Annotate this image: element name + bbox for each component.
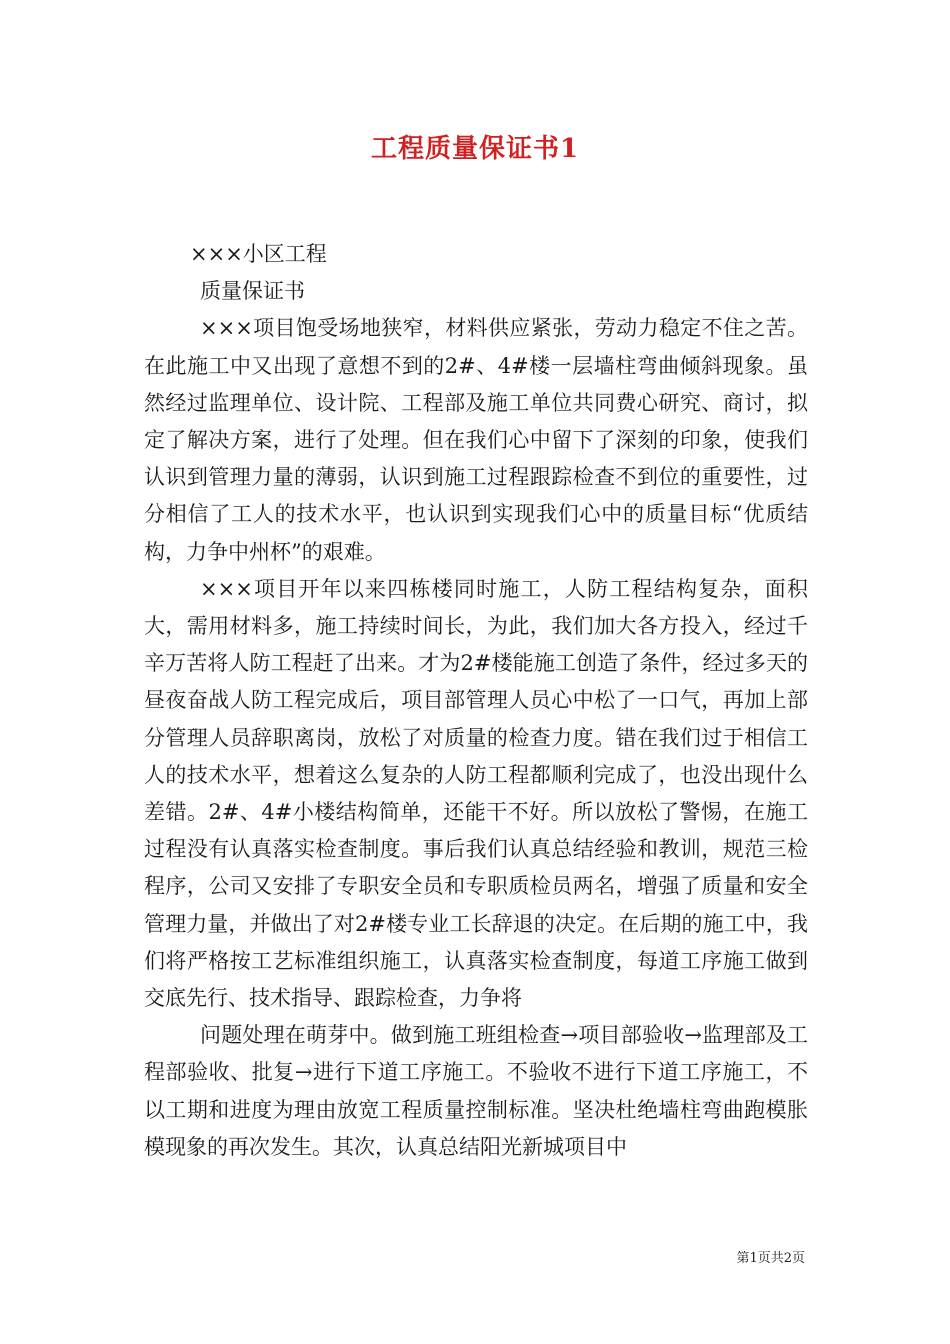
paragraph-3: 问题处理在萌芽中。做到施工班组检查→项目部验收→监理部及工程部验收、批复→进行下道工序施工。不验收不进行下道工序施工，不以工期和进度为理由放宽工程质量控制标准。坚决杜绝墙柱弯曲跑模胀模现象的再次发生。其次，认真总结阳光新城项目中 bbox=[144, 1023, 808, 1159]
document-title: 工程质量保证书1 bbox=[370, 134, 580, 164]
document-body bbox=[144, 236, 808, 1166]
page-number: 第1页共2页 bbox=[736, 1251, 805, 1266]
heading-line-project: ×××小区工程 bbox=[190, 242, 327, 266]
heading-line-certificate: 质量保证书 bbox=[200, 279, 305, 304]
paragraph-2: ×××项目开年以来四栋楼同时施工，人防工程结构复杂，面积大，需用材料多，施工持续时间长，为此，我们加大各方投入，经过千辛万苦将人防工程赶了出来。才为2#楼能施工创造了条件，经过多天的昼夜奋战人防工程完成后，项目部管理人员心中松了一口气，再加上部分管理人员辞职离岗，放松了对质量的检查力度。错在我们过于相信工人的技术水平，想着这么复杂的人防工程都顺利完成了，也没出现什么差错。2#、4#小楼结构简单，还能干不好。所以放松了警惕，在施工过程没有认真落实检查制度。事后我们认真总结经验和教训，规范三检程序，公司又安排了专职安全员和专职质检员两名，增强了质量和安全管理力量，并做出了对2#楼专业工长辞退的决定。在后期的施工中，我们将严格按工艺标准组织施工，认真落实检查制度，每道工序施工做到交底先行、技术指导、跟踪检查，力争将 bbox=[144, 576, 808, 1011]
paragraph-1: ×××项目饱受场地狭窄，材料供应紧张，劳动力稳定不住之苦。在此施工中又出现了意想不到的2#、4#楼一层墙柱弯曲倾斜现象。虽然经过监理单位、设计院、工程部及施工单位共同费心研究、商讨，拟定了解决方案，进行了处理。但在我们心中留下了深刻的印象，使我们认识到管理力量的薄弱，认识到施工过程跟踪检查不到位的重要性，过分相信了工人的技术水平，也认识到实现我们心中的质量目标“优质结构，力争中州杯”的艰难。 bbox=[144, 316, 808, 564]
